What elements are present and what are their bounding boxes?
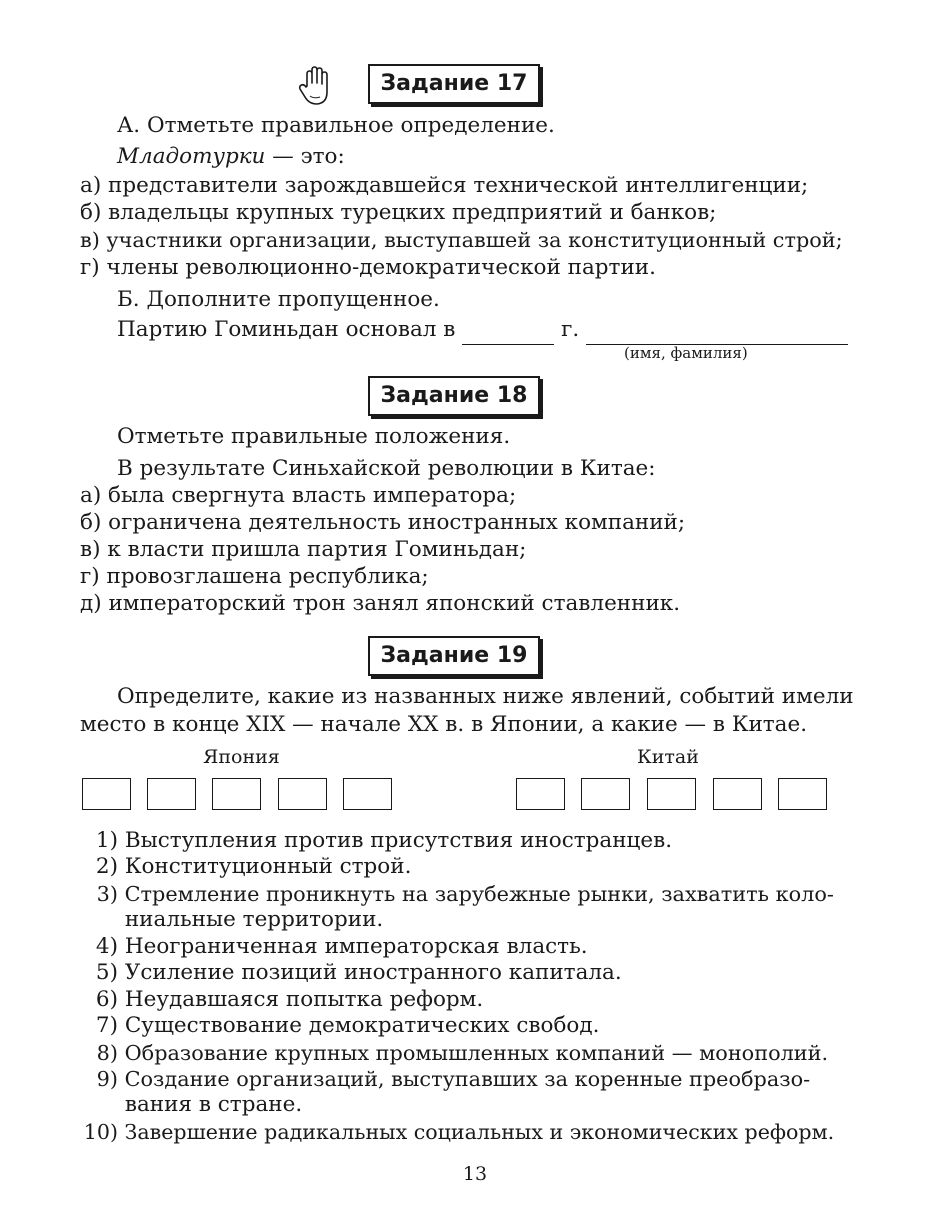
task18-option-d: г) провозглашена республика;: [80, 564, 429, 589]
task18-instruction: Отметьте правильные положения.: [117, 424, 511, 449]
task19-item-5: 5) Усиление позиций иностранного капитала.: [95, 960, 622, 985]
china-answer-box-1[interactable]: [516, 778, 565, 810]
task19-item-9: 9) Создание организаций, выступавших за коренные преобразо-: [96, 1067, 811, 1091]
task18-title: Задание 18: [368, 376, 540, 416]
task19-item-7: 7) Существование демократических свобод.: [95, 1013, 600, 1038]
page-number: 13: [462, 1163, 488, 1185]
task19-item-10: 10) Завершение радикальных социальных и экономических реформ.: [83, 1120, 835, 1144]
task19-item-3-cont: ниальные территории.: [124, 907, 384, 932]
task17-partB-sentence-line: [117, 316, 848, 345]
japan-answer-box-4[interactable]: [278, 778, 327, 810]
task17-option-d: г) члены революционно-демократической партии.: [80, 255, 656, 280]
task17-partB-sentence: Партию Гоминьдан основал в: [117, 317, 456, 342]
task19-item-4: 4) Неограниченная императорская власть.: [95, 934, 588, 959]
year-blank[interactable]: [462, 316, 554, 345]
task19-instruction-line2: место в конце XIX — начале XX в. в Японии, а какие — в Китае.: [80, 712, 808, 737]
task17-term-line: [117, 143, 345, 171]
task18-option-a: а) была свергнута власть императора;: [80, 483, 517, 508]
task17-option-a: а) представители зарождавшейся технической интеллигенции;: [80, 173, 809, 198]
task19-item-6: 6) Неудавшаяся попытка реформ.: [95, 987, 484, 1012]
china-answer-box-4[interactable]: [713, 778, 762, 810]
task19-instruction-line1: Определите, какие из названных ниже явлений, событий имели: [117, 684, 854, 709]
japan-answer-box-1[interactable]: [82, 778, 131, 810]
task17-term-suffix: — это:: [265, 144, 345, 169]
task19-item-2: 2) Конституционный строй.: [95, 854, 412, 879]
task18-lead: В результате Синьхайской революции в Китае:: [117, 456, 656, 481]
japan-answer-box-5[interactable]: [343, 778, 392, 810]
task19-item-9-cont: вания в стране.: [124, 1092, 303, 1117]
task17-option-b: б) владельцы крупных турецких предприятий и банков;: [80, 200, 717, 225]
task17-partB-instruction: Б. Дополните пропущенное.: [117, 287, 440, 312]
task17-term: Младотурки: [117, 144, 266, 169]
founder-name-blank[interactable]: [586, 316, 848, 345]
task18-option-c: в) к власти пришла партия Гоминьдан;: [80, 537, 527, 562]
task17-option-c: в) участники организации, выступавшей за конституционный строй;: [80, 228, 843, 252]
task17-partB-note: (имя, фамилия): [624, 344, 748, 362]
task18-option-e: д) императорский трон занял японский ставленник.: [80, 591, 681, 616]
column-china-label: Китай: [637, 746, 699, 768]
task18-option-b: б) ограничена деятельность иностранных компаний;: [80, 510, 686, 535]
task19-item-8: 8) Образование крупных промышленных компаний — монополий.: [96, 1041, 829, 1065]
task19-title: Задание 19: [368, 636, 540, 676]
hand-icon: [298, 66, 334, 106]
china-answer-box-3[interactable]: [647, 778, 696, 810]
china-answer-box-5[interactable]: [778, 778, 827, 810]
task19-item-3: 3) Стремление проникнуть на зарубежные рынки, захватить коло-: [96, 882, 834, 906]
year-suffix: г.: [561, 317, 580, 342]
japan-answer-box-2[interactable]: [147, 778, 196, 810]
column-japan-label: Япония: [203, 746, 280, 768]
japan-answer-box-3[interactable]: [212, 778, 261, 810]
task19-item-1: 1) Выступления против присутствия иностранцев.: [95, 828, 673, 853]
task17-partA-instruction: А. Отметьте правильное определение.: [117, 113, 555, 138]
task17-title: Задание 17: [368, 64, 540, 104]
china-answer-box-2[interactable]: [581, 778, 630, 810]
